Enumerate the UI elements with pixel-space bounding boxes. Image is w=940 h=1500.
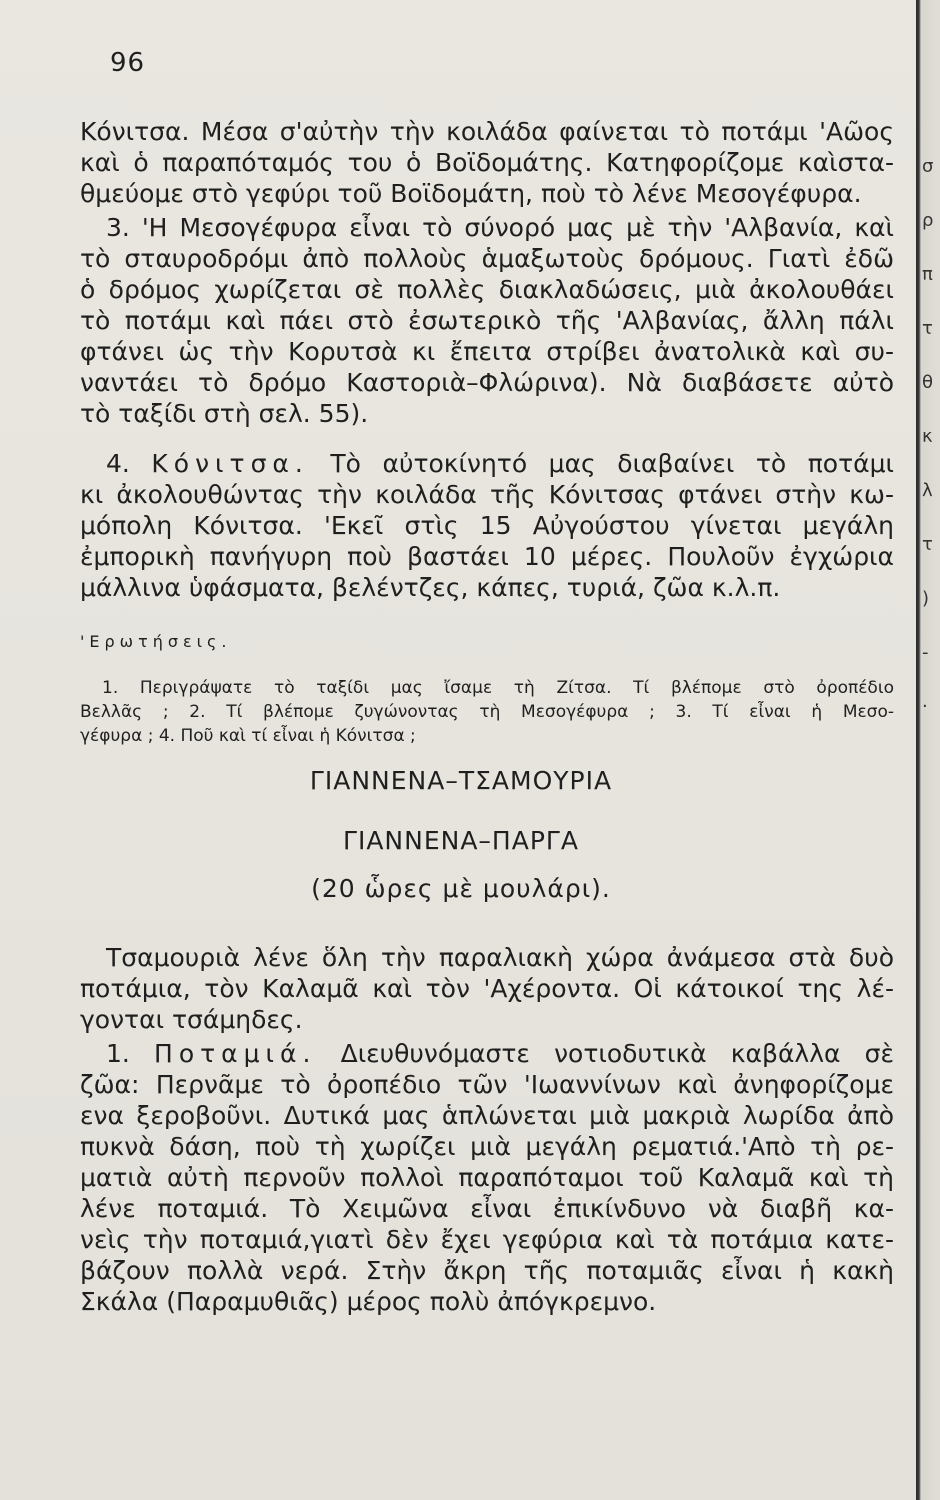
edge-letter: -: [922, 642, 929, 663]
text-line: γέφυρα ; 4. Ποῦ καὶ τί εἶναι ἡ Κόνιτσα ;: [80, 726, 416, 746]
paragraph-konitsa-town: [80, 448, 894, 603]
text-line: Βελλᾶς ; 2. Τί βλέπομε ζυγώνοντας τὴ Μεσογέφυρα ; 3. Τί εἶναι ἡ Μεσο-: [80, 702, 894, 722]
section-heading-3: (20 ὧρες μὲ μουλάρι).: [311, 874, 611, 903]
text-line: πυκνὰ δάση, ποὺ τὴ χωρίζει μιὰ μεγάλη ρεματιά.'Απὸ τὴ ρε-: [80, 1132, 894, 1161]
text-line: τὸ ποτάμι καὶ πάει στὸ ἐσωτερικὸ τῆς 'Αλβανίας, ἄλλη πάλι: [80, 306, 894, 335]
text-line: βάζουν πολλὰ νερά. Στὴν ἄκρη τῆς ποταμιᾶς εἶναι ἡ κακὴ: [80, 1256, 894, 1285]
text-line: Σκάλα (Παραμυθιᾶς) μέρος πολὺ ἀπόγκρεμνο.: [80, 1287, 657, 1316]
text-line: Τσαμουριὰ λένε ὅλη τὴν παραλιακὴ χώρα ἀνάμεσα στὰ δυὸ: [106, 943, 894, 972]
text-line: καὶ ὁ παραπόταμός του ὁ Βοϊδομάτης. Κατηφορίζομε καὶστα-: [80, 148, 894, 177]
text-line: ζῶα: Περνᾶμε τὸ ὀροπέδιο τῶν 'Ιωαννίνων καὶ ἀνηφορίζομε: [80, 1070, 894, 1099]
text-line: κι ἀκολουθώντας τὴν κοιλάδα τῆς Κόνιτσας φτάνει στὴν κω-: [80, 480, 894, 509]
paragraph-potamia: [80, 1038, 894, 1317]
text-line: μόπολη Κόνιτσα. 'Εκεῖ στὶς 15 Αὐγούστου γίνεται μεγάλη: [80, 511, 894, 540]
text-line: ματιὰ αὐτὴ περνοῦν πολλοὶ παραπόταμοι τοῦ Καλαμᾶ καὶ τὴ: [80, 1163, 894, 1192]
text-line: λένε ποταμιά. Τὸ Χειμῶνα εἶναι ἐπικίνδυνο νὰ διαβῆ κα-: [80, 1194, 894, 1223]
edge-letter: κ: [922, 426, 933, 447]
edge-letter: ): [922, 588, 930, 609]
questions-list: [80, 676, 894, 748]
text-line: ενα ξεροβοῦνι. Δυτικά μας ἁπλώνεται μιὰ μακριὰ λωρίδα ἀπὸ: [80, 1101, 894, 1130]
text-line: ναντάει τὸ δρόμο Καστοριὰ–Φλώρινα). Νὰ διαβάσετε αὐτὸ: [80, 368, 894, 397]
text-line: νεὶς τὴν ποταμιά,γιατὶ δὲν ἔχει γεφύρια καὶ τὰ ποτάμια κατε-: [80, 1225, 894, 1254]
text-line: [80, 1038, 894, 1069]
text-line: ὁ δρόμος χωρίζεται σὲ πολλὲς διακλαδώσεις, μιὰ ἀκολουθάει: [80, 275, 894, 304]
next-page-edge: [922, 140, 940, 734]
text-line: ἐμπορικὴ πανήγυρη ποὺ βαστάει 10 μέρες. Πουλοῦν ἐγχώρια: [80, 542, 894, 571]
paragraph-konitsa-valley: [80, 116, 894, 209]
text-line: τὸ σταυροδρόμι ἀπὸ πολλοὺς ἁμαξωτοὺς δρόμους. Γιατὶ ἐδῶ: [80, 244, 894, 273]
paragraph-tsamouria: [80, 942, 894, 1035]
section-number: 1.: [106, 1039, 130, 1068]
edge-letter: ·: [922, 696, 928, 717]
text-line: θμεύομε στὸ γεφύρι τοῦ Βοϊδομάτη, ποὺ τὸ λένε Μεσογέφυρα.: [80, 179, 862, 208]
text-fragment: Τὸ αὐτοκίνητό μας διαβαίνει τὸ ποτάμι: [330, 449, 895, 478]
text-line: ποτάμια, τὸν Καλαμᾶ καὶ τὸν 'Αχέροντα. Οἱ κάτοικοί της λέ-: [80, 974, 894, 1003]
section-heading-2: ΓΙΑΝΝΕΝΑ–ΠΑΡΓΑ: [343, 826, 579, 855]
edge-letter: π: [922, 264, 933, 285]
edge-letter: σ: [922, 156, 934, 177]
text-line: Κόνιτσα. Μέσα σ'αὐτὴν τὴν κοιλάδα φαίνεται τὸ ποτάμι 'Αῶος: [80, 117, 894, 146]
text-line: 3. 'Η Μεσογέφυρα εἶναι τὸ σύνορό μας μὲ τὴν 'Αλβανία, καὶ: [106, 213, 894, 242]
text-fragment: Διευθυνόμαστε νοτιοδυτικὰ καβάλλα σὲ: [340, 1039, 895, 1068]
section-heading-1: ΓΙΑΝΝΕΝΑ–ΤΣΑΜΟΥΡΙΑ: [309, 766, 613, 795]
text-line: φτάνει ὡς τὴν Κορυτσὰ κι ἔπειτα στρίβει ἀνατολικὰ καὶ συ-: [80, 337, 894, 366]
edge-letter: τ: [922, 534, 933, 555]
edge-letter: θ: [922, 372, 934, 393]
text-line: μάλλινα ὑφάσματα, βελέντζες, κάπες, τυριά, ζῶα κ.λ.π.: [80, 573, 781, 602]
edge-letter: λ: [922, 480, 933, 501]
page-number: 96: [110, 48, 146, 78]
text-line: γονται τσάμηδες.: [80, 1005, 303, 1034]
section-keyword: Ποταμιά.: [154, 1039, 317, 1068]
section-number: 4.: [106, 449, 130, 478]
edge-letter: τ: [922, 318, 933, 339]
section-keyword: Κόνιτσα.: [151, 449, 309, 478]
text-line: 1. Περιγράψατε τὸ ταξίδι μας ἴσαμε τὴ Ζίτσα. Τί βλέπομε στὸ ὀροπέδιο: [102, 678, 894, 698]
text-line: [80, 448, 894, 479]
paragraph-mesogefyra: [80, 212, 894, 429]
questions-label: 'Ερωτήσεις.: [80, 632, 232, 651]
edge-letter: ρ: [922, 210, 934, 231]
text-line: τὸ ταξίδι στὴ σελ. 55).: [80, 399, 369, 428]
